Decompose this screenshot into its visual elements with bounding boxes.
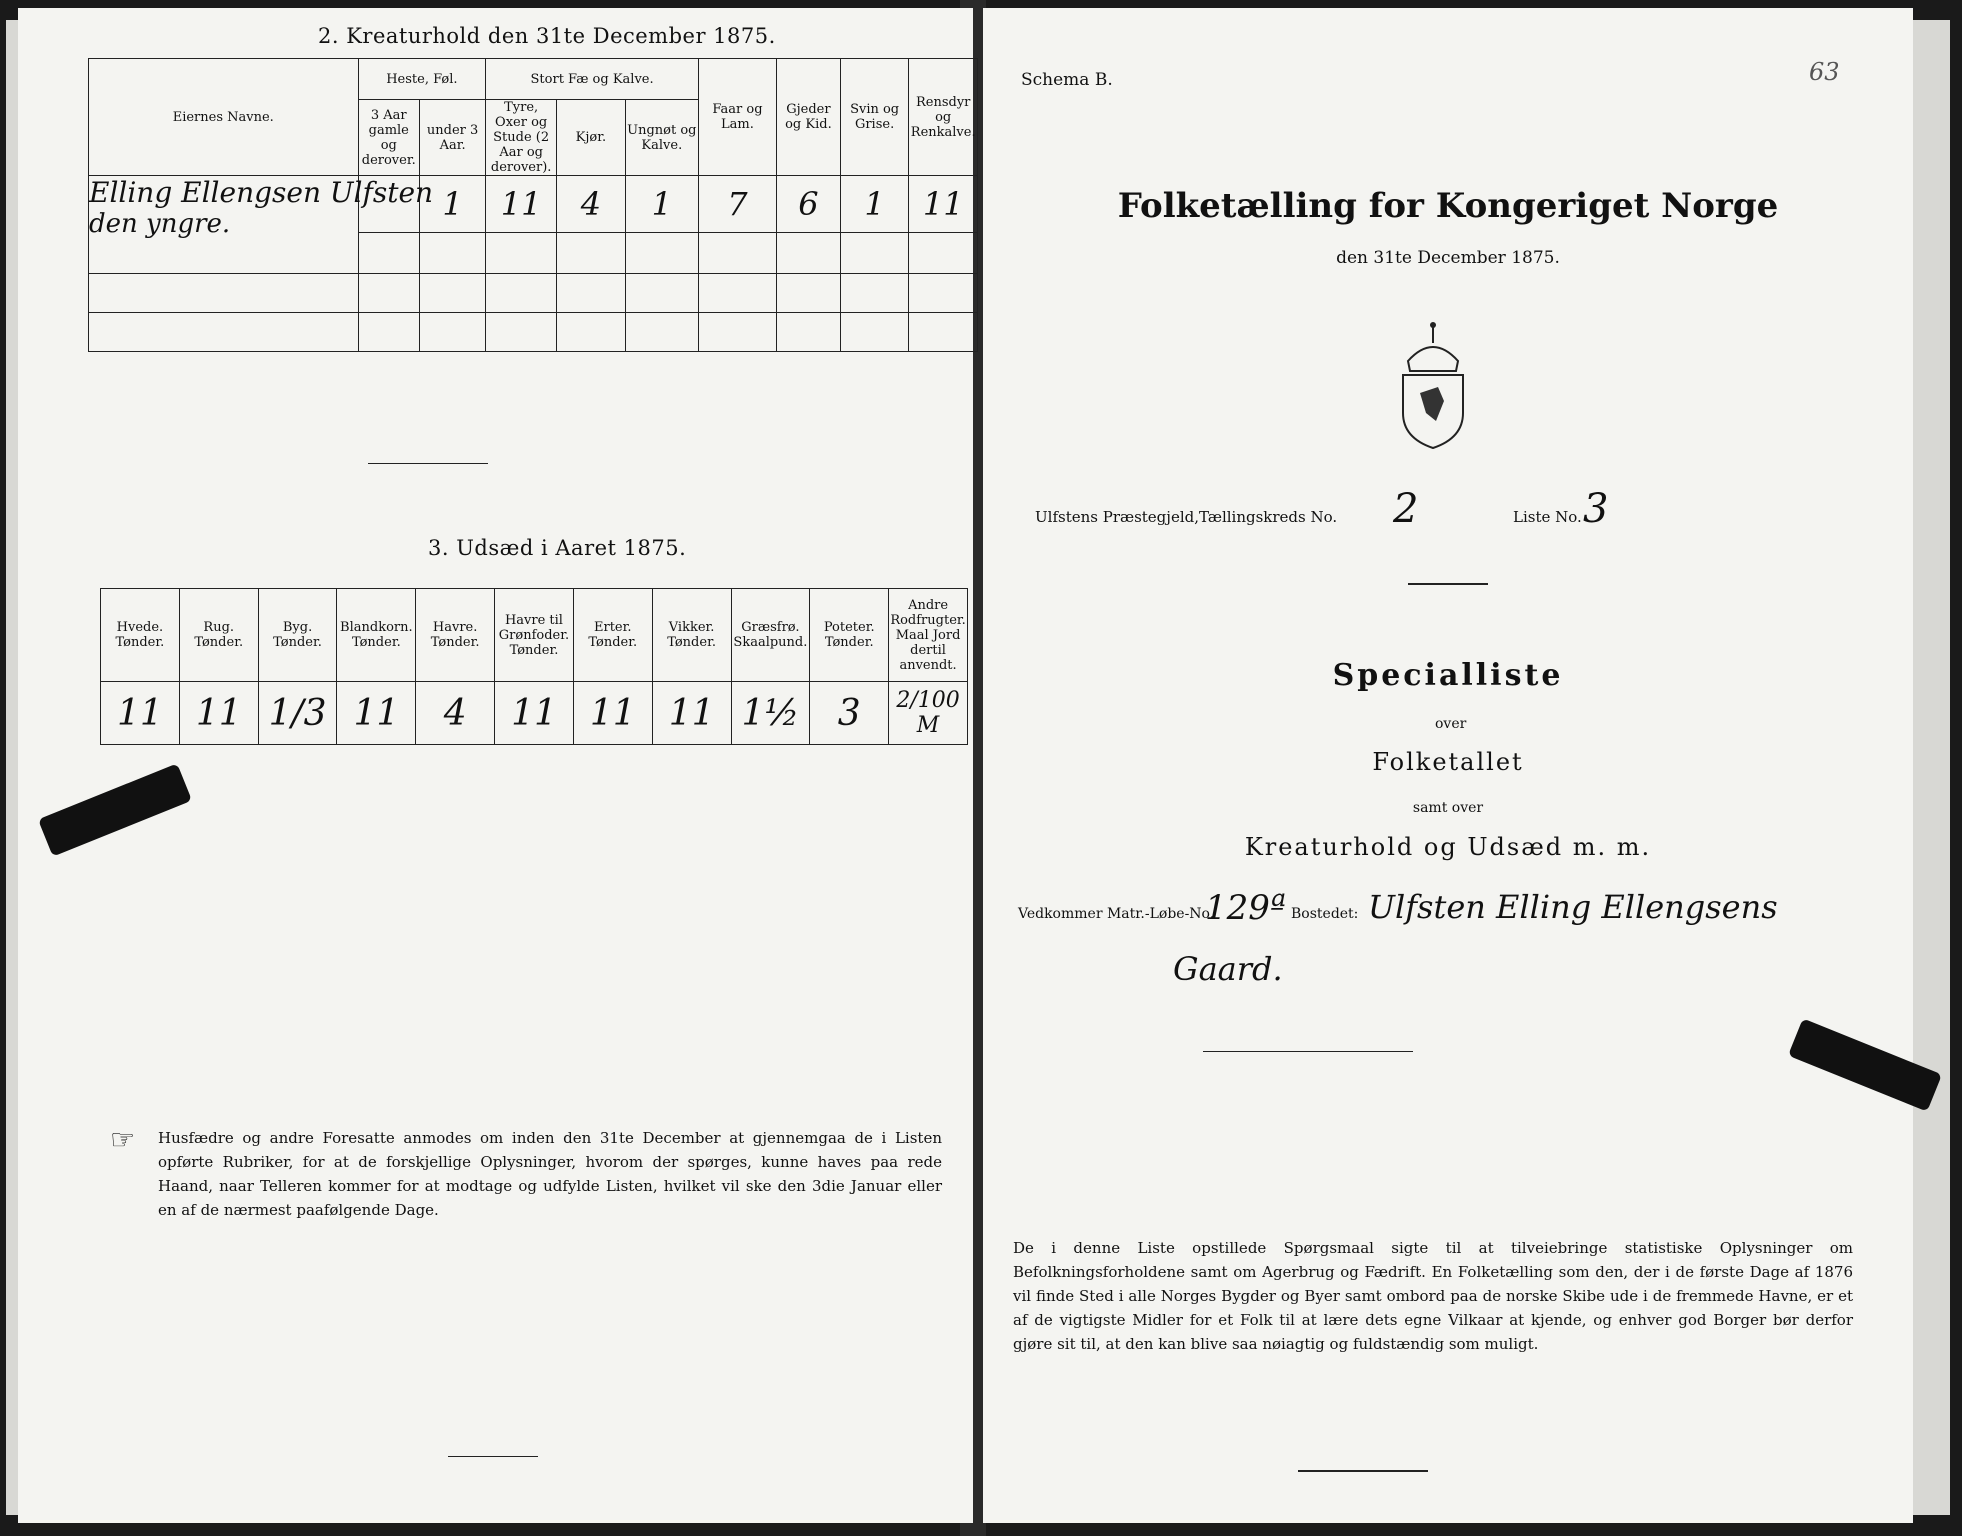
list-number: 3 xyxy=(1583,486,1609,532)
col-owner-header: Eiernes Navne. xyxy=(89,59,359,176)
census-date: den 31te December 1875. xyxy=(1336,248,1560,268)
col-goats-header: Gjeder og Kid. xyxy=(776,59,840,176)
table-cell: 1½ xyxy=(731,682,810,745)
matr-number: 129ª xyxy=(1205,888,1287,928)
table-cell: 11 xyxy=(486,176,557,233)
divider xyxy=(1408,583,1488,585)
also-over-label: samt over xyxy=(1412,800,1484,816)
col-header: Erter. Tønder. xyxy=(573,589,652,682)
coat-of-arms-icon xyxy=(1378,313,1488,453)
table-cell: 1 xyxy=(420,176,486,233)
bosted-value: Ulfsten Elling Ellengsens xyxy=(1368,888,1778,926)
owner-name-line1: Elling Ellengsen Ulfsten xyxy=(89,176,434,209)
table-cell: 7 xyxy=(698,176,776,233)
col-cattle-header: Stort Fæ og Kalve. xyxy=(486,59,699,100)
col-header: Andre Rodfrugter. Maal Jord dertil anvendt. xyxy=(889,589,968,682)
list-label: Liste No. xyxy=(1513,508,1582,526)
left-page xyxy=(18,8,976,1523)
sowing-table xyxy=(100,588,968,745)
col-header: Rug. Tønder. xyxy=(179,589,258,682)
notice-text: Husfædre og andre Foresatte anmodes om inden den 31te December at gjennemgaa de i Listen opførte Rubriker, for at de forskjellige Oplysninger, hvorom der spørges, kunne haves paa rede Haand, naar Telleren kommer for at modtage og udfylde Listen, hvilket vil ske den 3die Januar eller en af de nærmest paafølgende Dage. xyxy=(158,1129,942,1219)
over-label: over xyxy=(1435,716,1467,732)
table-cell: 11 xyxy=(101,682,180,745)
footer-text: De i denne Liste opstillede Spørgsmaal sigte til at tilveiebringe statistiske Oplysninger om Befolkningsforholdene samt om Agerbrug og Fædrift. En Folketælling som den, der i de første Dage af 1876 vil finde Sted i alle Norges Bygder og Byer samt ombord paa de norske Skibe ude i de fremmede Havne, er et af de vigtigste Midler for et Folk til at lære dets egne Vilkaar at kjende, og enhver god Borger bør derfor gjøre sit til, at den kan blive saa nøiagtig og fuldstændig som muligt. xyxy=(1013,1239,1853,1353)
col-header: Blandkorn. Tønder. xyxy=(337,589,416,682)
special-list-heading: Specialliste xyxy=(1332,658,1564,693)
divider xyxy=(368,463,488,464)
table-cell: 11 xyxy=(652,682,731,745)
pointing-hand-icon: ☞ xyxy=(110,1123,136,1156)
col-reindeer-header: Rensdyr og Renkalve. xyxy=(909,59,978,176)
bosted-label: Bostedet: xyxy=(1291,906,1359,922)
table-cell: 2/100 M xyxy=(889,682,968,745)
divider xyxy=(1298,1470,1428,1472)
table-cell: 11 xyxy=(909,176,978,233)
section3-title: 3. Udsæd i Aaret 1875. xyxy=(428,536,687,560)
col-young-cattle-header: Ungnøt og Kalve. xyxy=(625,100,698,176)
table-cell: 6 xyxy=(776,176,840,233)
divider xyxy=(1203,1051,1413,1052)
col-header: Havre. Tønder. xyxy=(416,589,495,682)
divider xyxy=(448,1456,538,1457)
table-cell: 11 xyxy=(337,682,416,745)
section2-title: 2. Kreaturhold den 31te December 1875. xyxy=(318,24,776,48)
right-page xyxy=(983,8,1913,1523)
schema-label: Schema B. xyxy=(1021,70,1113,90)
col-horses-header: Heste, Føl. xyxy=(358,59,486,100)
population-heading: Folketallet xyxy=(1372,748,1524,776)
table-cell: 1/3 xyxy=(258,682,337,745)
col-bulls-header: Tyre, Oxer og Stude (2 Aar og derover). xyxy=(486,100,557,176)
parish-label: Ulfstens Præstegjeld, xyxy=(1035,508,1199,526)
matr-label: Vedkommer Matr.-Løbe-No. xyxy=(1018,906,1215,922)
table-row xyxy=(101,682,968,745)
col-horses-young-header: under 3 Aar. xyxy=(420,100,486,176)
col-header: Græsfrø. Skaalpund. xyxy=(731,589,810,682)
col-header: Byg. Tønder. xyxy=(258,589,337,682)
col-header: Hvede. Tønder. xyxy=(101,589,180,682)
district-label: Tællingskreds No. xyxy=(1199,508,1338,526)
col-horses-old-header: 3 Aar gamle og derover. xyxy=(358,100,419,176)
district-number: 2 xyxy=(1393,486,1419,532)
table-cell: 11 xyxy=(495,682,574,745)
owner-cell xyxy=(89,176,434,274)
page-title: Folketælling for Kongeriget Norge xyxy=(1117,186,1779,226)
col-header: Poteter. Tønder. xyxy=(810,589,889,682)
livestock-table xyxy=(88,58,978,352)
col-pigs-header: Svin og Grise. xyxy=(840,59,909,176)
table-cell: 1 xyxy=(625,176,698,233)
col-header: Havre til Grønfoder. Tønder. xyxy=(495,589,574,682)
table-cell: 4 xyxy=(557,176,626,233)
table-cell: 3 xyxy=(810,682,889,745)
bosted-value-line2: Gaard. xyxy=(1173,950,1283,988)
table-cell: 11 xyxy=(573,682,652,745)
table-cell: 4 xyxy=(416,682,495,745)
col-header: Vikker. Tønder. xyxy=(652,589,731,682)
page-number: 63 xyxy=(1809,58,1840,86)
table-cell: 11 xyxy=(179,682,258,745)
owner-name-line2: den yngre. xyxy=(89,209,231,239)
col-sheep-header: Faar og Lam. xyxy=(698,59,776,176)
livestock-heading: Kreaturhold og Udsæd m. m. xyxy=(1244,833,1652,861)
table-row xyxy=(89,176,978,233)
col-cows-header: Kjør. xyxy=(557,100,626,176)
table-cell: 1 xyxy=(840,176,909,233)
